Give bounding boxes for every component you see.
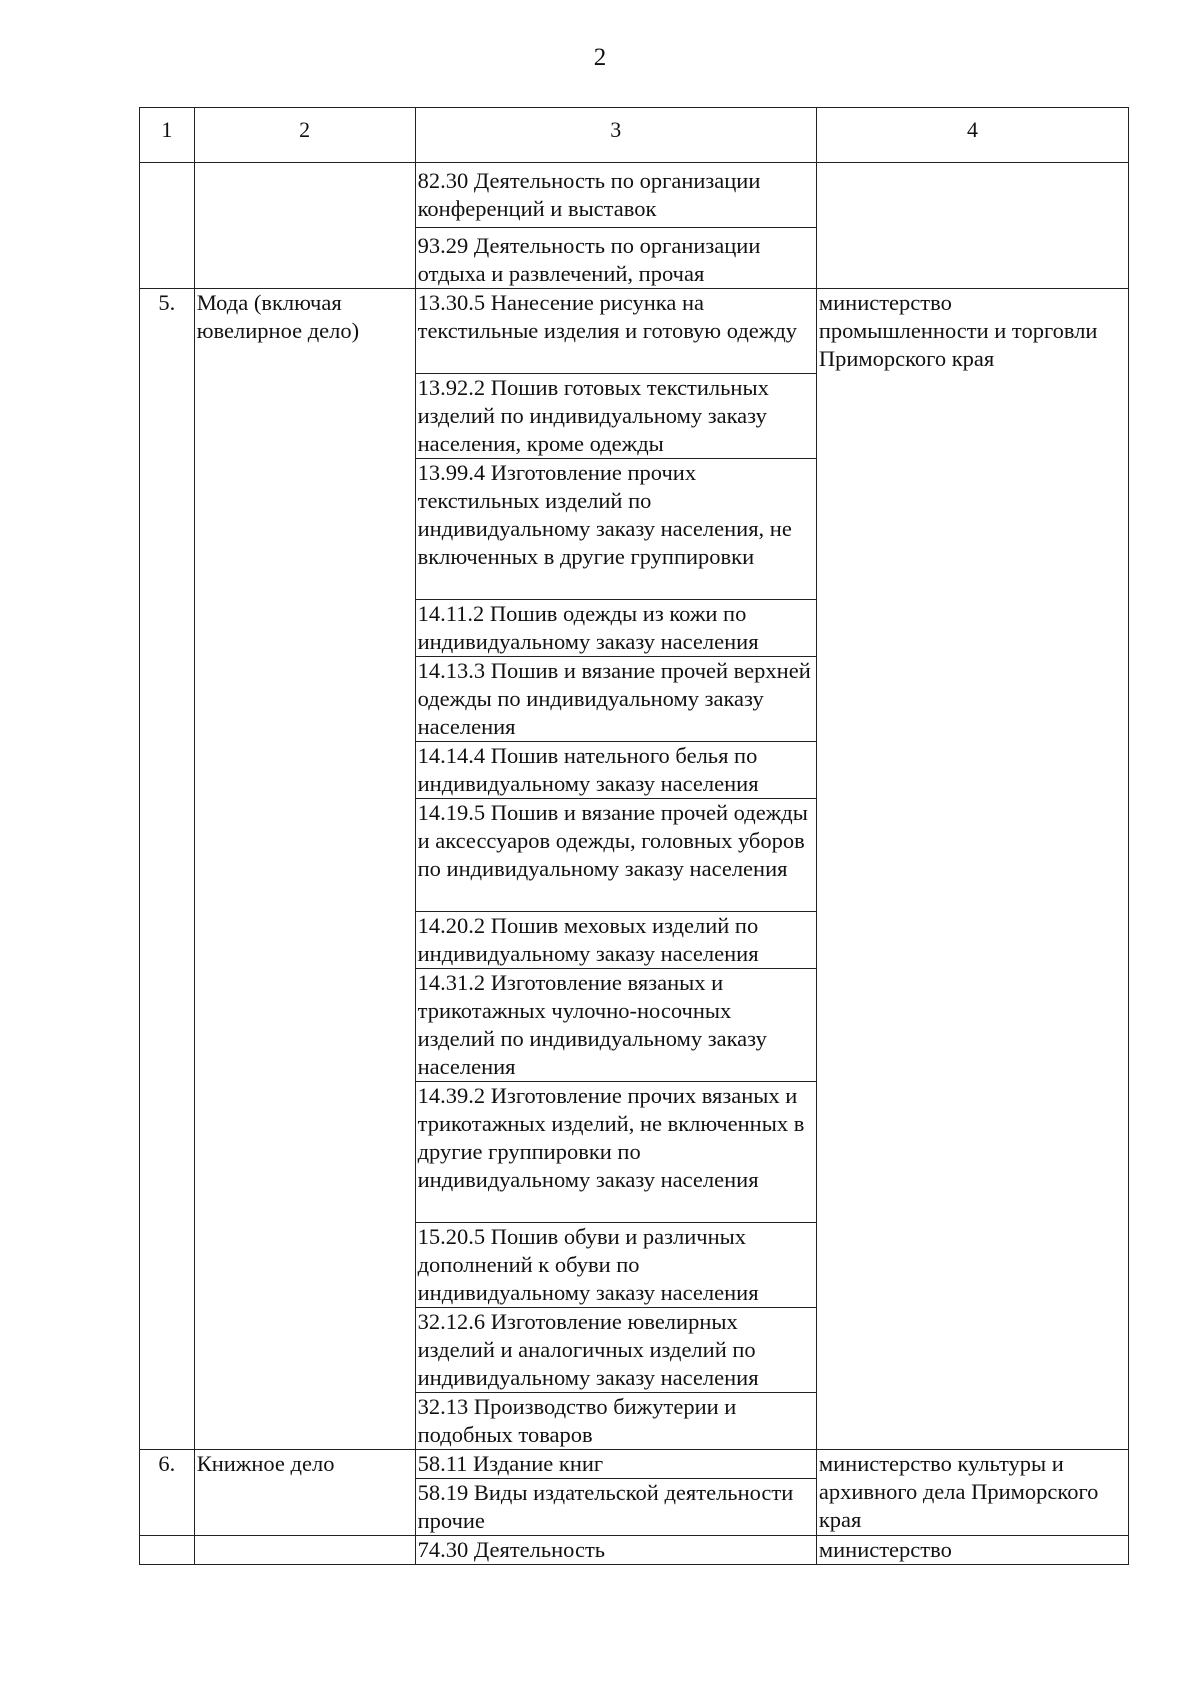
ministry-cell: министерство промышленности и торговли Приморского края (816, 289, 1128, 1450)
row-number: 6. (140, 1450, 195, 1536)
ministry-cell (816, 163, 1128, 289)
row-number (140, 1536, 195, 1565)
table-row (140, 163, 1129, 228)
activity-cell: 14.14.4 Пошив нательного белья по индивидуальному заказу населения (415, 742, 816, 799)
sector-name: Книжное дело (194, 1450, 415, 1536)
activity-cell: 15.20.5 Пошив обуви и различных дополнений к обуви по индивидуальному заказу населения (415, 1223, 816, 1308)
header-col-4: 4 (816, 108, 1128, 163)
table-row (140, 289, 1129, 374)
activity-cell: 74.30 Деятельность (415, 1536, 816, 1565)
activity-cell: 82.30 Деятельность по организации конференций и выставок (415, 163, 816, 228)
activity-cell: 32.12.6 Изготовление ювелирных изделий и аналогичных изделий по индивидуальному заказу населения (415, 1308, 816, 1393)
activity-cell: 13.92.2 Пошив готовых текстильных изделий по индивидуальному заказу населения, кроме одежды (415, 374, 816, 459)
activity-cell: 93.29 Деятельность по организации отдыха и развлечений, прочая (415, 228, 816, 289)
sector-name (194, 1536, 415, 1565)
activity-cell: 14.11.2 Пошив одежды из кожи по индивидуальному заказу населения (415, 600, 816, 657)
header-col-1: 1 (140, 108, 195, 163)
activity-cell: 14.20.2 Пошив меховых изделий по индивидуальному заказу населения (415, 912, 816, 969)
table-row (140, 1536, 1129, 1565)
table-row (140, 1450, 1129, 1479)
activity-cell: 13.99.4 Изготовление прочих текстильных изделий по индивидуальному заказу населения, не включенных в другие группировки (415, 459, 816, 600)
activities-table (139, 107, 1129, 1565)
activity-cell: 32.13 Производство бижутерии и подобных товаров (415, 1393, 816, 1450)
activity-cell: 14.19.5 Пошив и вязание прочей одежды и аксессуаров одежды, головных уборов по индивидуальному заказу населения (415, 799, 816, 912)
activity-cell: 14.31.2 Изготовление вязаных и трикотажных чулочно-носочных изделий по индивидуальному заказу населения (415, 969, 816, 1082)
page-number: 2 (593, 44, 607, 71)
header-col-2: 2 (194, 108, 415, 163)
ministry-cell: министерство культуры и архивного дела Приморского края (816, 1450, 1128, 1536)
activity-cell: 14.13.3 Пошив и вязание прочей верхней одежды по индивидуальному заказу населения (415, 657, 816, 742)
activity-cell: 58.11 Издание книг (415, 1450, 816, 1479)
row-number (140, 163, 195, 289)
sector-name: Мода (включая ювелирное дело) (194, 289, 415, 1450)
table-header-row (140, 108, 1129, 163)
activity-cell: 13.30.5 Нанесение рисунка на текстильные изделия и готовую одежду (415, 289, 816, 374)
ministry-cell: министерство (816, 1536, 1128, 1565)
row-number: 5. (140, 289, 195, 1450)
sector-name (194, 163, 415, 289)
activity-cell: 14.39.2 Изготовление прочих вязаных и трикотажных изделий, не включенных в другие группировки по индивидуальному заказу населения (415, 1082, 816, 1223)
activity-cell: 58.19 Виды издательской деятельности прочие (415, 1479, 816, 1536)
header-col-3: 3 (415, 108, 816, 163)
